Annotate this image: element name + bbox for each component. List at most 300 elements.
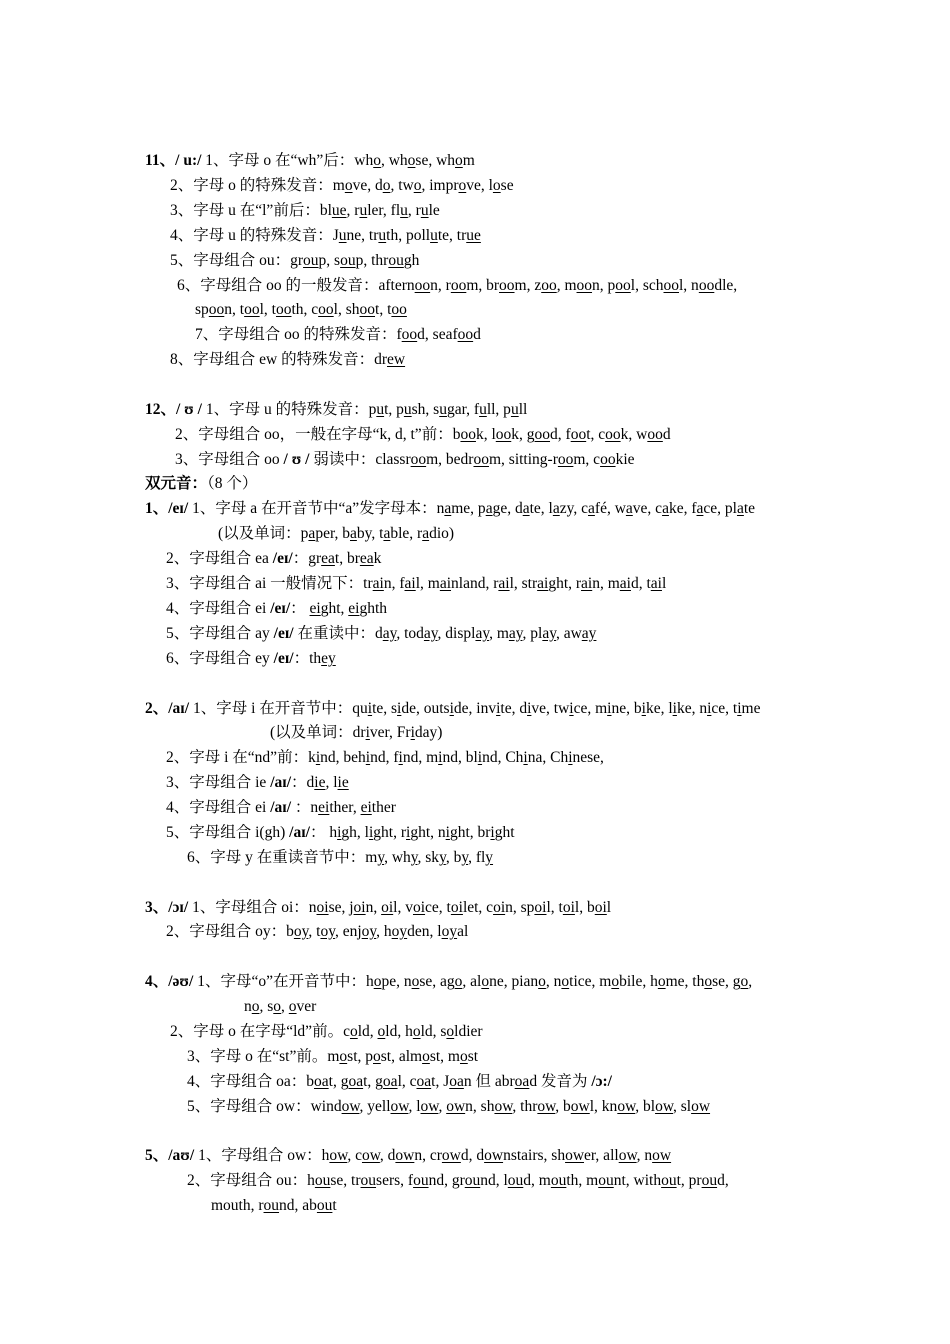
underlined-letters: u [439, 401, 447, 418]
underlined-letters: i [477, 749, 483, 766]
line-l29 [166, 922, 468, 942]
underlined-letters: ei [309, 600, 321, 617]
underlined-letters: i [641, 700, 646, 717]
line-l21 [145, 699, 760, 719]
text-run: k [373, 550, 382, 567]
underlined-letters: a [696, 500, 704, 517]
text-run: ke, l [645, 700, 673, 717]
text-run: t, pr [676, 1172, 702, 1189]
text-run: ve, l [466, 177, 493, 194]
text-run: , [281, 998, 289, 1015]
line-l08 [195, 325, 481, 345]
underlined-letters: ow [361, 1147, 380, 1164]
underlined-letters: ay [382, 625, 397, 642]
text-run: ke, n [676, 700, 708, 717]
text-run: ghth [359, 600, 388, 617]
text-run: d, seaf [417, 326, 458, 343]
line-l16 [166, 549, 381, 569]
underlined-letters: oo [414, 277, 431, 294]
text-run: , wh [384, 849, 411, 866]
line-l38 [211, 1196, 337, 1216]
underlined-letters: o [492, 177, 501, 194]
text-run: th, m [566, 1172, 599, 1189]
text-run: t, g [328, 1073, 349, 1090]
text-run: l, t [546, 899, 563, 916]
text-run: , n [545, 973, 562, 990]
underlined-letters: a [522, 500, 530, 517]
underlined-letters: ie [314, 774, 326, 791]
text-run: d [473, 326, 481, 343]
text-run: day) [414, 724, 443, 741]
text-run: ve, c [632, 500, 663, 517]
underlined-letters: a [444, 500, 452, 517]
underlined-letters: i [368, 824, 374, 841]
line-l17 [166, 574, 666, 594]
underlined-letters: ei [348, 600, 360, 617]
underlined-letters: oo [698, 277, 715, 294]
underlined-letters: o [460, 1048, 468, 1065]
text-run: by, t [356, 525, 384, 542]
text-run: n, r [430, 277, 451, 294]
text-run: st, m [429, 1048, 460, 1065]
underlined-letters: ay [508, 625, 523, 642]
text-run: t, p [384, 401, 404, 418]
underlined-letters: i [365, 724, 370, 741]
underlined-letters: ou [340, 252, 356, 269]
text-run: ldier [454, 1023, 483, 1040]
underlined-letters: oo [208, 301, 225, 318]
text-run: ce, t [711, 700, 738, 717]
text-run: , sl [673, 1098, 692, 1115]
underlined-letters: a [625, 500, 633, 517]
underlined-letters: u [400, 202, 408, 219]
text-run: nt, with [613, 1172, 662, 1189]
underlined-letters: ay [581, 625, 597, 642]
underlined-letters: ow [570, 1098, 590, 1115]
text-run: l, kn [589, 1098, 618, 1115]
underlined-letters: ay [475, 625, 490, 642]
text-run: den, l [407, 923, 442, 940]
underlined-letters: oo [359, 301, 376, 318]
text-run: , [438, 1098, 447, 1115]
text-run: n, sh [465, 1098, 495, 1115]
underlined-letters: ai [372, 575, 384, 592]
text-run: m, br [466, 277, 500, 294]
text-run: 4、字母组合 ei [166, 600, 271, 617]
text-run: ll [518, 401, 528, 418]
underlined-letters: ow [420, 1098, 439, 1115]
text-run: l, sch [630, 277, 664, 294]
text-run: t, g [363, 1073, 383, 1090]
text-run: ce, t [425, 899, 451, 916]
text-run: se, j [328, 899, 354, 916]
underlined-letters: i [449, 700, 454, 717]
underlined-letters: i [490, 824, 495, 841]
underlined-letters: i [496, 700, 501, 717]
text-run: （8 个） [207, 475, 258, 492]
text-run: ver, Fr [369, 724, 411, 741]
text-run: ble, r [390, 525, 423, 542]
underlined-letters: o [349, 1023, 358, 1040]
line-l01 [145, 151, 475, 171]
text-run: per, b [315, 525, 350, 542]
text-run: 2、字母组合 oy：b [166, 923, 294, 940]
text-run: l, v [393, 899, 413, 916]
phonetic-label: /aɪ/ [289, 824, 310, 841]
text-run: k, g [511, 426, 535, 443]
text-run: mouth, r [211, 1197, 264, 1214]
text-run: ght, br [449, 824, 491, 841]
text-run: sh, s [411, 401, 440, 418]
underlined-letters: o [611, 973, 620, 990]
text-run: 3、字母 o 在“st”前。m [187, 1048, 340, 1065]
underlined-letters: u [510, 401, 519, 418]
underlined-letters: oy [391, 923, 408, 940]
text-run: ：gr [292, 550, 322, 567]
underlined-letters: o [455, 152, 463, 169]
text-run: n [244, 998, 252, 1015]
text-run: t, br [334, 550, 360, 567]
underlined-letters: a [308, 525, 316, 542]
text-run: se, wh [415, 152, 456, 169]
underlined-letters: i [410, 724, 415, 741]
text-run: ke, f [668, 500, 697, 517]
text-run: 5、字母组合 ay [166, 625, 274, 642]
phonetic-label: 11、/ u:/ [145, 152, 202, 169]
text-run: 4、字母组合 ei [166, 799, 271, 816]
text-run: , n [636, 1147, 653, 1164]
text-run: m, sitting-r [488, 451, 558, 468]
underlined-letters: i [672, 700, 677, 717]
underlined-letters: oo [495, 426, 512, 443]
underlined-letters: ow [494, 1098, 513, 1115]
underlined-letters: oo [647, 426, 663, 443]
text-run: , al [462, 973, 482, 990]
line-l04 [170, 226, 481, 246]
underlined-letters: ue [331, 202, 347, 219]
text-run: ler, fl [367, 202, 401, 219]
text-run: ght, r [373, 824, 407, 841]
underlined-letters: oo [605, 426, 621, 443]
text-run: al [457, 923, 469, 940]
line-l23 [166, 748, 604, 768]
underlined-letters: u [359, 202, 368, 219]
text-run: sers, f [376, 1172, 414, 1189]
underlined-letters: oo [275, 301, 292, 318]
underlined-letters: oi [412, 899, 426, 916]
text-run: , r [346, 202, 360, 219]
underlined-letters: u [403, 401, 412, 418]
underlined-letters: o [454, 973, 463, 990]
underlined-letters: ow [565, 1147, 585, 1164]
text-run: ve, d [352, 177, 383, 194]
underlined-letters: ou [464, 1172, 481, 1189]
underlined-letters: ow [390, 1098, 409, 1115]
phonetic-label: /eɪ/ [273, 625, 294, 642]
underlined-letters: oi [450, 899, 463, 916]
text-run: pe, n [381, 973, 412, 990]
line-l33 [187, 1047, 478, 1067]
text-run: me, th [665, 973, 705, 990]
underlined-letters: u [479, 401, 487, 418]
underlined-letters: ou [388, 252, 404, 269]
text-run: 1、字母 a 在开音节中“a”发字母本：n [188, 500, 445, 517]
line-l37 [187, 1171, 729, 1191]
underlined-letters: oo [570, 426, 587, 443]
underlined-letters: ai [404, 575, 416, 592]
text-run: m, z [514, 277, 542, 294]
text-run: nese, [572, 749, 604, 766]
underlined-letters: ow [652, 1147, 672, 1164]
text-run: te [743, 500, 756, 517]
text-run: 2、字母组合 oo，一般在字母“k, d, t”前：b [175, 426, 461, 443]
underlined-letters: oa [314, 1073, 329, 1090]
phonetic-label: /aɪ/ [270, 774, 292, 791]
underlined-letters: oo [600, 451, 616, 468]
phonetic-label: /aɪ/ [270, 799, 292, 816]
line-l12 [175, 450, 635, 470]
line-l25 [166, 798, 396, 818]
text-run: de, outs [401, 700, 450, 717]
underlined-letters: y [485, 849, 494, 866]
underlined-letters: ow [395, 1147, 415, 1164]
line-l20 [166, 649, 336, 669]
text-run: , l [325, 774, 338, 791]
underlined-letters: ai [619, 575, 631, 592]
underlined-letters: oi [493, 899, 506, 916]
underlined-letters: i [365, 749, 371, 766]
text-run: 1、字母 o 在“wh”后：wh [201, 152, 374, 169]
text-run: n, m [592, 575, 620, 592]
underlined-letters: i [397, 700, 402, 717]
text-run: ne, tr [346, 227, 379, 244]
underlined-letters: oa [348, 1073, 364, 1090]
text-run: , c [347, 1147, 362, 1164]
underlined-letters: i [367, 700, 373, 717]
underlined-letters: u [376, 401, 385, 418]
text-run: 8、字母组合 ew 的特殊发音：dr [170, 351, 387, 368]
text-run: n, f [383, 575, 405, 592]
underlined-letters: ay [542, 625, 556, 642]
text-run: th, c [291, 301, 319, 318]
underlined-letters: o [538, 973, 546, 990]
text-run: zy, c [559, 500, 589, 517]
line-l32 [170, 1022, 483, 1042]
text-run: 2、字母 i 在“nd”前：k [166, 749, 316, 766]
underlined-letters: o [373, 1048, 381, 1065]
text-run: ther, [329, 799, 361, 816]
underlined-letters: oi [381, 899, 394, 916]
underlined-letters: a [383, 525, 391, 542]
text-run: nd, gr [428, 1172, 465, 1189]
underlined-letters: ou [360, 1172, 377, 1189]
line-l06 [177, 276, 737, 296]
underlined-letters: o [412, 1023, 421, 1040]
line-l18 [166, 599, 387, 619]
text-run: p, thr [355, 252, 389, 269]
line-l13 [145, 474, 257, 494]
underlined-letters: o [458, 177, 467, 194]
text-run: , tw [390, 177, 414, 194]
underlined-letters: oo [534, 426, 551, 443]
line-l09 [170, 350, 405, 370]
text-run: , l [408, 1098, 421, 1115]
underlined-letters: ai [650, 575, 662, 592]
phonetic-label: 1、/eɪ/ [145, 500, 189, 517]
underlined-letters: o [740, 973, 749, 990]
text-run: , t [308, 923, 321, 940]
underlined-letters: o [373, 973, 382, 990]
text-run: 3、字母组合 ai 一般情况下：tr [166, 575, 373, 592]
line-l07 [195, 300, 407, 320]
line-l05 [170, 251, 419, 271]
line-l24 [166, 773, 349, 793]
text-run: se, g [712, 973, 741, 990]
underlined-letters: oo [576, 277, 593, 294]
underlined-letters: i [315, 749, 321, 766]
text-run: 5、字母组合 ou：gr [170, 252, 304, 269]
text-run: 3、字母组合 oo [175, 451, 284, 468]
underlined-letters: i [523, 749, 528, 766]
text-run: ver [296, 998, 317, 1015]
line-l30 [145, 972, 752, 992]
text-run: n, p [592, 277, 616, 294]
line-l27 [187, 848, 493, 868]
text-run: gh [403, 252, 420, 269]
phonetic-label: 3、/ɔɪ/ [145, 899, 189, 916]
underlined-letters: i [445, 824, 450, 841]
text-run: nstairs, sh [503, 1147, 566, 1164]
text-run: ce, pl [703, 500, 737, 517]
line-l14 [145, 499, 755, 519]
text-run: 在重读中：d [293, 625, 383, 642]
text-run: let, c [462, 899, 494, 916]
text-run: nd, l [480, 1172, 508, 1189]
underlined-letters: i [607, 700, 612, 717]
text-run: l, n [679, 277, 699, 294]
underlined-letters: a [552, 500, 560, 517]
text-run: ght, [320, 600, 349, 617]
text-run: st [467, 1048, 479, 1065]
underlined-letters: oo [391, 301, 407, 318]
underlined-letters: y [377, 849, 385, 866]
text-run: l, str [509, 575, 538, 592]
text-run: nd, f [370, 749, 399, 766]
underlined-letters: oy [293, 923, 309, 940]
text-run: 4、字母 u 的特殊发音：J [170, 227, 339, 244]
underlined-letters: oo [557, 451, 574, 468]
text-run: 1、字母 i 在开音节中：qu [189, 700, 368, 717]
underlined-letters: ow [617, 1098, 636, 1115]
text-run: na, Ch [527, 749, 569, 766]
text-run: l, sh [333, 301, 360, 318]
underlined-letters: ea [359, 550, 374, 567]
underlined-letters: ue [466, 227, 481, 244]
text-run: se, ag [419, 973, 455, 990]
text-run: 2、字母组合 ou：h [187, 1172, 315, 1189]
underlined-letters: y [410, 849, 418, 866]
underlined-letters: o [339, 1048, 348, 1065]
text-run: p, s [318, 252, 341, 269]
line-l36 [145, 1146, 671, 1166]
text-run: bile, h [619, 973, 658, 990]
underlined-letters: i [398, 749, 403, 766]
text-run: 3、字母 u 在“l”前后：bl [170, 202, 332, 219]
underlined-letters: y [461, 849, 469, 866]
underlined-letters: o [657, 973, 666, 990]
text-run: , bl [635, 1098, 656, 1115]
text-run: me, p [451, 500, 486, 517]
text-run: , m [489, 625, 509, 642]
text-run: ve, tw [531, 700, 570, 717]
text-run: d, f [550, 426, 571, 443]
text-run: , tod [396, 625, 424, 642]
text-run: n, sp [505, 899, 535, 916]
text-run: , pl [522, 625, 543, 642]
text-run: ： [290, 600, 310, 617]
underlined-letters: i [737, 700, 742, 717]
underlined-letters: oo [450, 277, 467, 294]
text-run: d, m [523, 1172, 551, 1189]
underlined-letters: oi [534, 899, 547, 916]
text-run: 1、字母“o”在开音节中：h [193, 973, 374, 990]
text-run: nd, m [402, 749, 439, 766]
underlined-letters: ow [441, 1147, 461, 1164]
text-run: te, s [372, 700, 398, 717]
text-run: 1、字母组合 oi：n [188, 899, 317, 916]
text-run: d 发音为 [529, 1073, 592, 1090]
underlined-letters: ey [321, 650, 336, 667]
underlined-letters: ou [316, 1197, 333, 1214]
underlined-letters: i [527, 700, 532, 717]
underlined-letters: a [736, 500, 744, 517]
text-run: l, t [259, 301, 276, 318]
underlined-letters: ou [263, 1197, 280, 1214]
line-l34 [187, 1072, 612, 1092]
line-l10 [145, 400, 527, 420]
underlined-letters: oy [441, 923, 458, 940]
text-run: d, d [460, 1147, 485, 1164]
text-run: , thr [512, 1098, 538, 1115]
underlined-letters: o [413, 177, 422, 194]
text-run: 3、字母组合 ie [166, 774, 271, 791]
phonetic-label: /eɪ/ [272, 550, 293, 567]
underlined-letters: oo [460, 426, 476, 443]
underlined-letters: oa [382, 1073, 398, 1090]
line-l19 [166, 624, 596, 644]
text-run: 1、字母 u 的特殊发音：p [201, 401, 377, 418]
underlined-letters: oo [499, 277, 515, 294]
text-run: ：th [293, 650, 322, 667]
underlined-letters: ou [303, 252, 319, 269]
text-run: ght [494, 824, 515, 841]
text-run: nland, r [451, 575, 499, 592]
text-run: te, l [529, 500, 553, 517]
text-run: fé, w [594, 500, 626, 517]
underlined-letters: oo [663, 277, 679, 294]
text-run: ce, m [573, 700, 608, 717]
underlined-letters: a [422, 525, 430, 542]
underlined-letters: ai [537, 575, 549, 592]
text-run: ge, d [492, 500, 523, 517]
text-run: ： h [309, 824, 338, 841]
text-run: l [606, 899, 612, 916]
text-run: , m [556, 277, 577, 294]
text-run: ther [371, 799, 396, 816]
phonetic-label: 2、/aɪ/ [145, 700, 190, 717]
underlined-letters: o [704, 973, 713, 990]
text-run: 2、字母 o 在字母“ld”前。c [170, 1023, 350, 1040]
